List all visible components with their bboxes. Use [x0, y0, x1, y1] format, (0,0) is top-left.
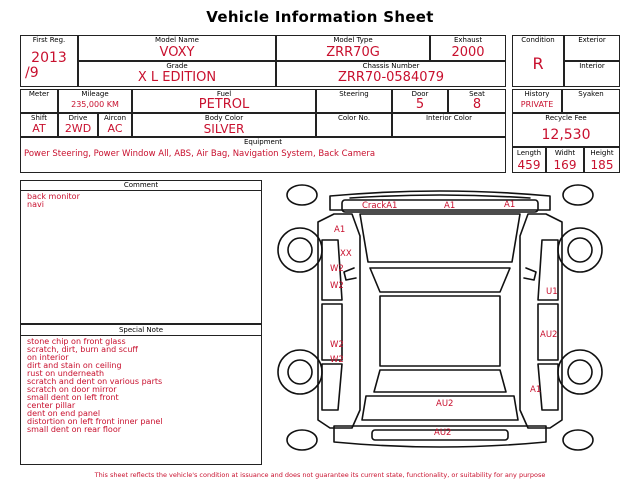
car-damage-diagram — [268, 180, 628, 468]
seat-cell — [448, 89, 506, 113]
door-value: 5 — [415, 97, 425, 112]
recycle-fee-cell — [512, 113, 620, 147]
mark-right-u1: U1 — [546, 287, 558, 297]
model-name-value: VOXY — [159, 45, 195, 60]
seat-value: 8 — [472, 97, 482, 112]
wheel-rear-right — [558, 350, 602, 394]
mark-front-a1-right: A1 — [504, 200, 516, 210]
meter-label: Meter — [28, 90, 50, 98]
height-label: Height — [590, 149, 614, 157]
mark-right-au2: AU2 — [540, 330, 558, 340]
fuel-cell — [132, 89, 316, 113]
aircon-cell — [98, 113, 132, 137]
wheel-front-right — [558, 228, 602, 272]
wheel-top-right — [563, 185, 593, 205]
width-label: Widht — [554, 149, 576, 157]
first-reg-cell — [20, 35, 78, 87]
sheet-title: Vehicle Information Sheet — [206, 8, 434, 26]
door-label: Door — [411, 90, 429, 98]
roof — [380, 296, 500, 366]
wheel-bottom-right — [563, 430, 593, 450]
shift-value: AT — [32, 122, 46, 135]
special-note-line-7: scratch on door mirror — [27, 385, 117, 394]
model-type-cell — [276, 35, 430, 61]
special-note-box — [20, 324, 262, 465]
special-note-line-11: distortion on left front inner panel — [27, 417, 163, 426]
meter-cell — [20, 89, 58, 113]
width-value: 169 — [553, 158, 577, 172]
length-label: Length — [516, 149, 542, 157]
wheel-top-left — [287, 185, 317, 205]
seat-label: Seat — [469, 90, 485, 98]
shift-label: Shift — [31, 114, 47, 122]
mark-left-w2-2: W2 — [330, 281, 344, 291]
chassis-label: Chassis Number — [362, 62, 420, 70]
condition-cell — [512, 35, 564, 87]
condition-value: R — [532, 54, 544, 73]
hood — [360, 214, 520, 262]
body-color-cell — [132, 113, 316, 137]
history-value: PRIVATE — [520, 100, 554, 109]
fuel-label: Fuel — [216, 90, 232, 98]
model-name-cell — [78, 35, 276, 61]
equipment-cell — [20, 137, 506, 173]
equipment-value: Power Steering, Power Window All, ABS, Air Bag, Navigation System, Back Camera — [24, 149, 376, 159]
comment-line-2: navi — [27, 200, 44, 209]
chassis-value: ZRR70-0584079 — [337, 70, 445, 85]
comment-line-1: back monitor — [27, 192, 80, 201]
special-note-line-3: on interior — [27, 353, 69, 362]
width-cell — [546, 147, 584, 173]
special-note-label: Special Note — [21, 326, 261, 336]
drive-cell — [58, 113, 98, 137]
exhaust-value: 2000 — [451, 45, 485, 60]
exterior-cell — [564, 35, 620, 61]
interior-cell — [564, 61, 620, 87]
syaken-cell — [562, 89, 620, 113]
special-note-line-4: dirt and stain on ceiling — [27, 361, 122, 370]
aircon-label: Aircon — [103, 114, 127, 122]
special-note-line-1: stone chip on front glass — [27, 337, 126, 346]
length-cell — [512, 147, 546, 173]
mark-rear-au2-2: AU2 — [434, 428, 452, 438]
interior-color-label: Interior Color — [425, 114, 473, 122]
condition-label: Condition — [521, 36, 555, 44]
recycle-fee-label: Recycle Fee — [545, 114, 587, 122]
disclaimer-footer: This sheet reflects the vehicle's condition at issuance and does not guarantee its current state, functionality, or suitability for any purpose — [94, 471, 546, 479]
exterior-label: Exterior — [578, 36, 606, 44]
exhaust-label: Exhaust — [453, 36, 483, 44]
grade-value: X L EDITION — [137, 70, 217, 85]
mileage-value: 235,000 KM — [71, 100, 119, 109]
mileage-label: Mileage — [81, 90, 109, 98]
mark-crack-a1: CrackA1 — [362, 201, 398, 211]
model-name-label: Model Name — [155, 36, 199, 44]
mark-front-a1-mid: A1 — [444, 201, 456, 211]
first-reg-label: First Reg. — [32, 36, 66, 44]
special-note-line-10: dent on end panel — [27, 409, 101, 418]
body-color-label: Body Color — [204, 114, 244, 122]
syaken-label: Syaken — [578, 90, 604, 98]
steering-label: Steering — [339, 90, 369, 98]
special-note-line-9: center pillar — [27, 401, 76, 410]
drive-label: Drive — [68, 114, 88, 122]
mark-left-w2-3: W2 — [330, 340, 344, 350]
special-note-line-2: scratch, dirt, burn and scuff — [27, 345, 138, 354]
body-color-value: SILVER — [203, 122, 245, 136]
windshield — [370, 268, 510, 292]
comment-label: Comment — [21, 181, 261, 191]
history-label: History — [524, 90, 550, 98]
first-reg-year: 2013 — [31, 50, 67, 66]
mark-left-w2-4: W2 — [330, 355, 344, 365]
special-note-line-6: scratch and dent on various parts — [27, 377, 163, 386]
steering-cell — [316, 89, 392, 113]
mark-left-a1: A1 — [334, 225, 346, 235]
drive-value: 2WD — [64, 122, 92, 135]
mark-left-xx: XX — [340, 249, 352, 259]
rear-window — [374, 370, 506, 392]
grade-cell — [78, 61, 276, 87]
height-value: 185 — [590, 158, 614, 172]
height-cell — [584, 147, 620, 173]
mark-left-w2-1: W2 — [330, 264, 344, 274]
first-reg-month: /9 — [25, 65, 39, 81]
comment-box — [20, 180, 262, 324]
mileage-cell — [58, 89, 132, 113]
exhaust-cell — [430, 35, 506, 61]
model-type-value: ZRR70G — [326, 45, 380, 60]
wheel-bottom-left — [287, 430, 317, 450]
history-cell — [512, 89, 562, 113]
shift-cell — [20, 113, 58, 137]
interior-color-cell — [392, 113, 506, 137]
mark-right-a1: A1 — [530, 385, 542, 395]
recycle-fee-value: 12,530 — [541, 127, 591, 143]
wheel-rear-left — [278, 350, 322, 394]
wheel-front-left — [278, 228, 322, 272]
aircon-value: AC — [107, 122, 123, 135]
grade-label: Grade — [166, 62, 188, 70]
length-value: 459 — [517, 158, 541, 172]
equipment-label: Equipment — [244, 138, 282, 146]
color-no-cell — [316, 113, 392, 137]
mark-rear-au2-1: AU2 — [436, 399, 454, 409]
interior-label: Interior — [579, 62, 605, 70]
special-note-line-12: small dent on rear floor — [27, 425, 121, 434]
color-no-label: Color No. — [337, 114, 371, 122]
model-type-label: Model Type — [333, 36, 373, 44]
special-note-line-8: small dent on left front — [27, 393, 119, 402]
chassis-cell — [276, 61, 506, 87]
special-note-line-5: rust on underneath — [27, 369, 105, 378]
fuel-value: PETROL — [198, 97, 250, 112]
door-cell — [392, 89, 448, 113]
